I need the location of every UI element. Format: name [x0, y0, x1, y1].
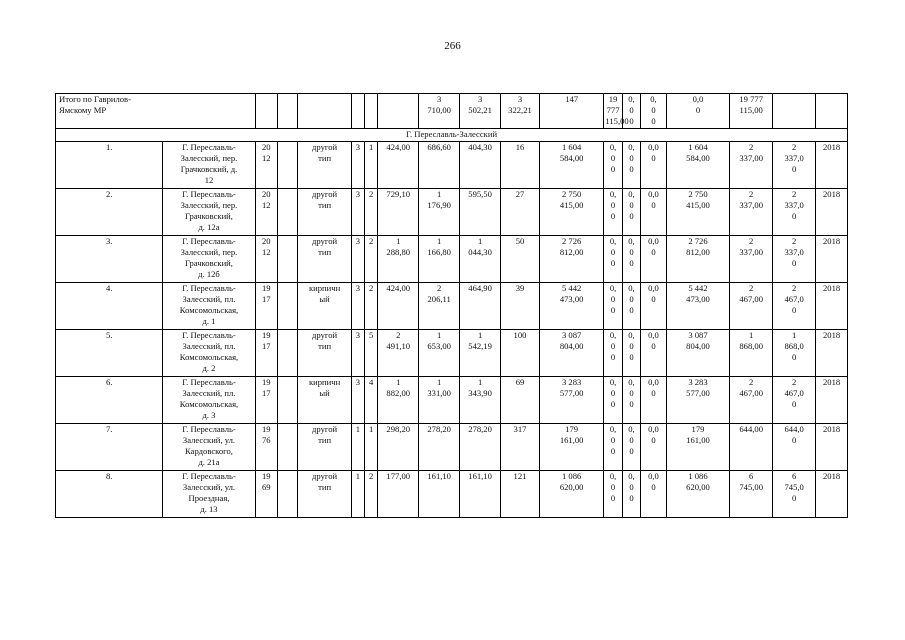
table-cell	[278, 236, 298, 283]
table-cell: 3	[351, 283, 364, 330]
row-number-cell: 5.	[56, 330, 163, 377]
total-label: Итого по Гаврилов- Ямскому МР	[56, 94, 256, 129]
table-cell: 0, 0 0	[604, 424, 622, 471]
table-cell: 1 868,00	[730, 330, 773, 377]
row-number-cell: 4.	[56, 283, 163, 330]
table-cell: 278,20	[460, 424, 501, 471]
table-cell: 3	[351, 142, 364, 189]
table-cell: 2 206,11	[419, 283, 460, 330]
table-cell: 0, 0 0	[604, 471, 622, 518]
total-cell	[351, 94, 364, 129]
table-cell: 404,30	[460, 142, 501, 189]
table-cell: 27	[501, 189, 540, 236]
table-cell: 1 604 584,00	[666, 142, 729, 189]
table-cell: другой тип	[298, 236, 351, 283]
table-cell: 2018	[816, 189, 848, 236]
table-cell: 298,20	[378, 424, 419, 471]
total-cell	[773, 94, 816, 129]
table-cell: 2 726 812,00	[666, 236, 729, 283]
table-cell: кирпичн ый	[298, 377, 351, 424]
table-cell: 20 12	[255, 189, 278, 236]
table-row	[56, 330, 848, 377]
table-cell: 2018	[816, 424, 848, 471]
table-cell: 595,50	[460, 189, 501, 236]
table-cell: 1 542,19	[460, 330, 501, 377]
table-cell: 1 653,00	[419, 330, 460, 377]
table-cell: 39	[501, 283, 540, 330]
table-cell: 2 337,0 0	[773, 142, 816, 189]
table-cell: другой тип	[298, 471, 351, 518]
total-cell: 0, 0 0	[641, 94, 667, 129]
table-cell: 0,0 0	[641, 189, 667, 236]
table-cell: 2018	[816, 142, 848, 189]
table-cell: 3 283 577,00	[539, 377, 603, 424]
table-cell: 3 283 577,00	[666, 377, 729, 424]
table-cell: 5 442 473,00	[666, 283, 729, 330]
table-cell: 424,00	[378, 283, 419, 330]
table-cell: 0, 0 0	[622, 377, 640, 424]
table-cell: 20 12	[255, 236, 278, 283]
table-cell: 19 17	[255, 283, 278, 330]
table-cell: 0, 0 0	[622, 189, 640, 236]
table-cell: 2 337,0 0	[773, 236, 816, 283]
address-cell: Г. Переславль- Залесский, ул. Кардовского, д. 21а	[163, 424, 255, 471]
table-cell	[278, 330, 298, 377]
table-cell: 177,00	[378, 471, 419, 518]
table-cell: 644,0 0	[773, 424, 816, 471]
table-cell: 0, 0 0	[604, 330, 622, 377]
table-cell: 317	[501, 424, 540, 471]
table-cell: 1 882,00	[378, 377, 419, 424]
table-cell: 121	[501, 471, 540, 518]
table-cell: 1 288,80	[378, 236, 419, 283]
table-row	[56, 424, 848, 471]
total-cell: 0, 0 0	[622, 94, 640, 129]
table-cell: 69	[501, 377, 540, 424]
table-cell: 2018	[816, 330, 848, 377]
table-cell: 729,10	[378, 189, 419, 236]
table-cell: 2018	[816, 236, 848, 283]
table-cell: 6 745,0 0	[773, 471, 816, 518]
table-cell: 0, 0 0	[604, 283, 622, 330]
table-cell: 2 337,00	[730, 236, 773, 283]
table-cell	[278, 471, 298, 518]
row-number-cell: 8.	[56, 471, 163, 518]
total-cell	[298, 94, 351, 129]
table-cell: 1	[351, 471, 364, 518]
total-cell: 19 777 115,00	[604, 94, 622, 129]
table-cell: 0, 0 0	[622, 471, 640, 518]
total-cell: 3 322,21	[501, 94, 540, 129]
address-cell: Г. Переславль- Залесский, пл. Комсомольская, д. 2	[163, 330, 255, 377]
table-cell: 1 331,00	[419, 377, 460, 424]
table-cell: 2018	[816, 283, 848, 330]
table-cell	[278, 142, 298, 189]
table-cell: кирпичн ый	[298, 283, 351, 330]
table-cell: 19 17	[255, 330, 278, 377]
table-cell: 1 868,0 0	[773, 330, 816, 377]
row-number-cell: 2.	[56, 189, 163, 236]
table-cell: 0, 0 0	[604, 142, 622, 189]
total-cell	[255, 94, 278, 129]
table-row	[56, 236, 848, 283]
table-cell: 4	[364, 377, 377, 424]
table-cell: 464,90	[460, 283, 501, 330]
table-cell: 1 166,80	[419, 236, 460, 283]
table-cell: 2	[364, 283, 377, 330]
row-number-cell: 1.	[56, 142, 163, 189]
table-cell: 1 343,90	[460, 377, 501, 424]
table-cell: 50	[501, 236, 540, 283]
table-cell: 686,60	[419, 142, 460, 189]
table-cell: другой тип	[298, 189, 351, 236]
table-cell: 0, 0 0	[622, 330, 640, 377]
table-cell: 100	[501, 330, 540, 377]
table-cell: 2 337,00	[730, 142, 773, 189]
table-cell: другой тип	[298, 424, 351, 471]
table-cell: 19 69	[255, 471, 278, 518]
table-cell: 2 750 415,00	[666, 189, 729, 236]
table-cell: другой тип	[298, 142, 351, 189]
table-cell: 0, 0 0	[604, 377, 622, 424]
total-cell	[816, 94, 848, 129]
table-cell: 0,0 0	[641, 283, 667, 330]
table-cell: 3 087 804,00	[539, 330, 603, 377]
table-row	[56, 142, 848, 189]
table-cell	[278, 377, 298, 424]
table-row	[56, 377, 848, 424]
total-cell: 147	[539, 94, 603, 129]
table-cell: 3	[351, 330, 364, 377]
table-cell: 0,0 0	[641, 424, 667, 471]
table-cell: 3	[351, 189, 364, 236]
table-cell: 5 442 473,00	[539, 283, 603, 330]
table-cell: 2 750 415,00	[539, 189, 603, 236]
table-cell: 1 086 620,00	[666, 471, 729, 518]
table-cell: 2018	[816, 377, 848, 424]
table-cell: другой тип	[298, 330, 351, 377]
table-cell: 1 086 620,00	[539, 471, 603, 518]
table-cell: 19 76	[255, 424, 278, 471]
total-cell: 3 710,00	[419, 94, 460, 129]
page-number: 266	[444, 40, 461, 52]
table-cell: 424,00	[378, 142, 419, 189]
table-cell: 20 12	[255, 142, 278, 189]
table-cell: 2 467,0 0	[773, 283, 816, 330]
table-cell: 0, 0 0	[622, 142, 640, 189]
total-cell	[378, 94, 419, 129]
table-cell: 0,0 0	[641, 471, 667, 518]
row-number-cell: 7.	[56, 424, 163, 471]
table-cell: 179 161,00	[539, 424, 603, 471]
table-cell: 2 467,0 0	[773, 377, 816, 424]
table-cell: 278,20	[419, 424, 460, 471]
total-cell: 3 502,21	[460, 94, 501, 129]
table-cell: 0,0 0	[641, 377, 667, 424]
table-cell: 2	[364, 236, 377, 283]
table-cell: 1 604 584,00	[539, 142, 603, 189]
table-body	[56, 94, 848, 518]
table-cell: 644,00	[730, 424, 773, 471]
address-cell: Г. Переславль- Залесский, пер. Грачковский, д. 12	[163, 142, 255, 189]
table-cell: 6 745,00	[730, 471, 773, 518]
table-cell: 0, 0 0	[622, 424, 640, 471]
table-cell: 161,10	[460, 471, 501, 518]
total-cell: 0,0 0	[666, 94, 729, 129]
address-cell: Г. Переславль- Залесский, пер. Грачковский, д. 12а	[163, 189, 255, 236]
table-row	[56, 471, 848, 518]
table-cell: 0, 0 0	[604, 189, 622, 236]
table-cell	[278, 189, 298, 236]
table-cell: 1	[364, 424, 377, 471]
table-cell: 2 467,00	[730, 377, 773, 424]
row-number-cell: 6.	[56, 377, 163, 424]
table-cell: 3	[351, 377, 364, 424]
table-cell	[278, 424, 298, 471]
housing-register-table	[55, 93, 848, 518]
table-cell: 2 467,00	[730, 283, 773, 330]
table-cell: 0,0 0	[641, 330, 667, 377]
table-cell: 19 17	[255, 377, 278, 424]
table-cell	[278, 283, 298, 330]
table-cell: 2 726 812,00	[539, 236, 603, 283]
table-cell: 3 087 804,00	[666, 330, 729, 377]
table-cell: 2	[364, 189, 377, 236]
row-number-cell: 3.	[56, 236, 163, 283]
table-cell: 3	[351, 236, 364, 283]
table-cell: 161,10	[419, 471, 460, 518]
total-row	[56, 94, 848, 129]
table-cell: 2 337,0 0	[773, 189, 816, 236]
table-cell: 5	[364, 330, 377, 377]
table-cell: 179 161,00	[666, 424, 729, 471]
table-cell: 1	[351, 424, 364, 471]
address-cell: Г. Переславль- Залесский, пер. Грачковский, д. 12б	[163, 236, 255, 283]
table-cell: 0,0 0	[641, 142, 667, 189]
table-cell: 2	[364, 471, 377, 518]
section-title: Г. Переславль-Залесский	[56, 129, 848, 142]
address-cell: Г. Переславль- Залесский, пл. Комсомольская, д. 1	[163, 283, 255, 330]
table-cell: 0, 0 0	[604, 236, 622, 283]
table-cell: 2 337,00	[730, 189, 773, 236]
table-cell: 2018	[816, 471, 848, 518]
table-cell: 2 491,10	[378, 330, 419, 377]
address-cell: Г. Переславль- Залесский, пл. Комсомольская, д. 3	[163, 377, 255, 424]
table-row	[56, 283, 848, 330]
total-cell	[364, 94, 377, 129]
table-cell: 0, 0 0	[622, 283, 640, 330]
table-cell: 1 176,90	[419, 189, 460, 236]
table-cell: 1	[364, 142, 377, 189]
table-cell: 1 044,30	[460, 236, 501, 283]
total-cell: 19 777 115,00	[730, 94, 773, 129]
table-cell: 0,0 0	[641, 236, 667, 283]
table-cell: 16	[501, 142, 540, 189]
table-cell: 0, 0 0	[622, 236, 640, 283]
section-row	[56, 129, 848, 142]
total-cell	[278, 94, 298, 129]
address-cell: Г. Переславль- Залесский, ул. Проездная, д. 13	[163, 471, 255, 518]
table-row	[56, 189, 848, 236]
